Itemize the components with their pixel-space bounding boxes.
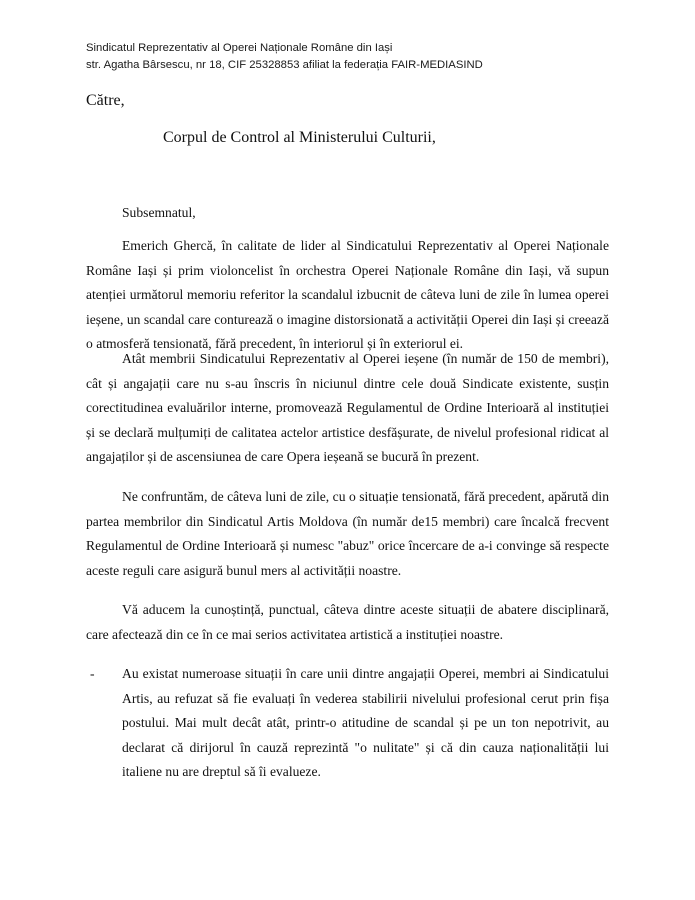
bullet-dash: -	[90, 666, 95, 681]
list-item-text: Au existat numeroase situații în care unii dintre angajații Operei, membri ai Sindicatului Artis, au refuzat să fie evaluați în vederea stabilirii nivelului profesional cerut prin fișa postului. Mai mult decât atât, printr-o atitudine de scandal și pe un ton nepotrivit, au declarat că dirijorul în cauză reprezintă "o nulitate" și că din cauza naționalității lui italiene nu are dreptul să îi evalueze.	[122, 666, 609, 780]
paragraph-members: Atât membrii Sindicatului Reprezentativ al Operei ieșene (în număr de 150 de membri), cât și angajații care nu s-au înscris în niciunul dintre cele două Sindicate existente, susțin corectitudinea evaluărilor interne, promovează Regulamentul de Ordine Interioară al instituției și se declară mulțumiți de calitatea actelor artistice desfășurate, de nivelul profesional ridicat al angajaților și de ascensiunea de care Opera ieșeană se bucură în prezent.	[86, 351, 609, 465]
letterhead-organization: Sindicatul Reprezentativ al Operei Naționale Române din Iași	[86, 42, 393, 54]
letterhead	[86, 40, 483, 74]
paragraph-notice: Vă aducem la cunoștință, punctual, câteva dintre aceste situații de abatere disciplinară, care afectează din ce în ce mai serios activitatea artistică a instituției noastre.	[86, 602, 609, 642]
recipient: Corpul de Control al Ministerului Culturii,	[163, 129, 436, 146]
salutation: Subsemnatul,	[122, 205, 196, 220]
letterhead-address: str. Agatha Bârsescu, nr 18, CIF 25328853 afiliat la federația FAIR-MEDIASIND	[86, 59, 483, 71]
list-item	[86, 662, 609, 785]
paragraph-situation: Ne confruntăm, de câteva luni de zile, cu o situație tensionată, fără precedent, apărută din partea membrilor din Sindicatul Artis Moldova (în număr de15 membri) care încalcă frecvent Regulamentul de Ordine Interioară și numesc "abuz" orice încercare de a-i convinge să respecte aceste reguli care asigură bunul mers al activității noastre.	[86, 489, 609, 578]
paragraph-introduction: Emerich Ghercă, în calitate de lider al Sindicatului Reprezentativ al Operei Naționale Române Iași și prim violoncelist în orchestra Operei Naționale Române din Iași, vă supun atenției următorul memoriu referitor la scandalul izbucnit de câteva luni de zile în lumea operei ieșene, un scandal care conturează o imagine distorsionată a activității Operei din Iași și creează o atmosferă tensionată, fără precedent, în interiorul și în exteriorul ei.	[86, 238, 609, 352]
addressee-label: Către,	[86, 92, 125, 109]
